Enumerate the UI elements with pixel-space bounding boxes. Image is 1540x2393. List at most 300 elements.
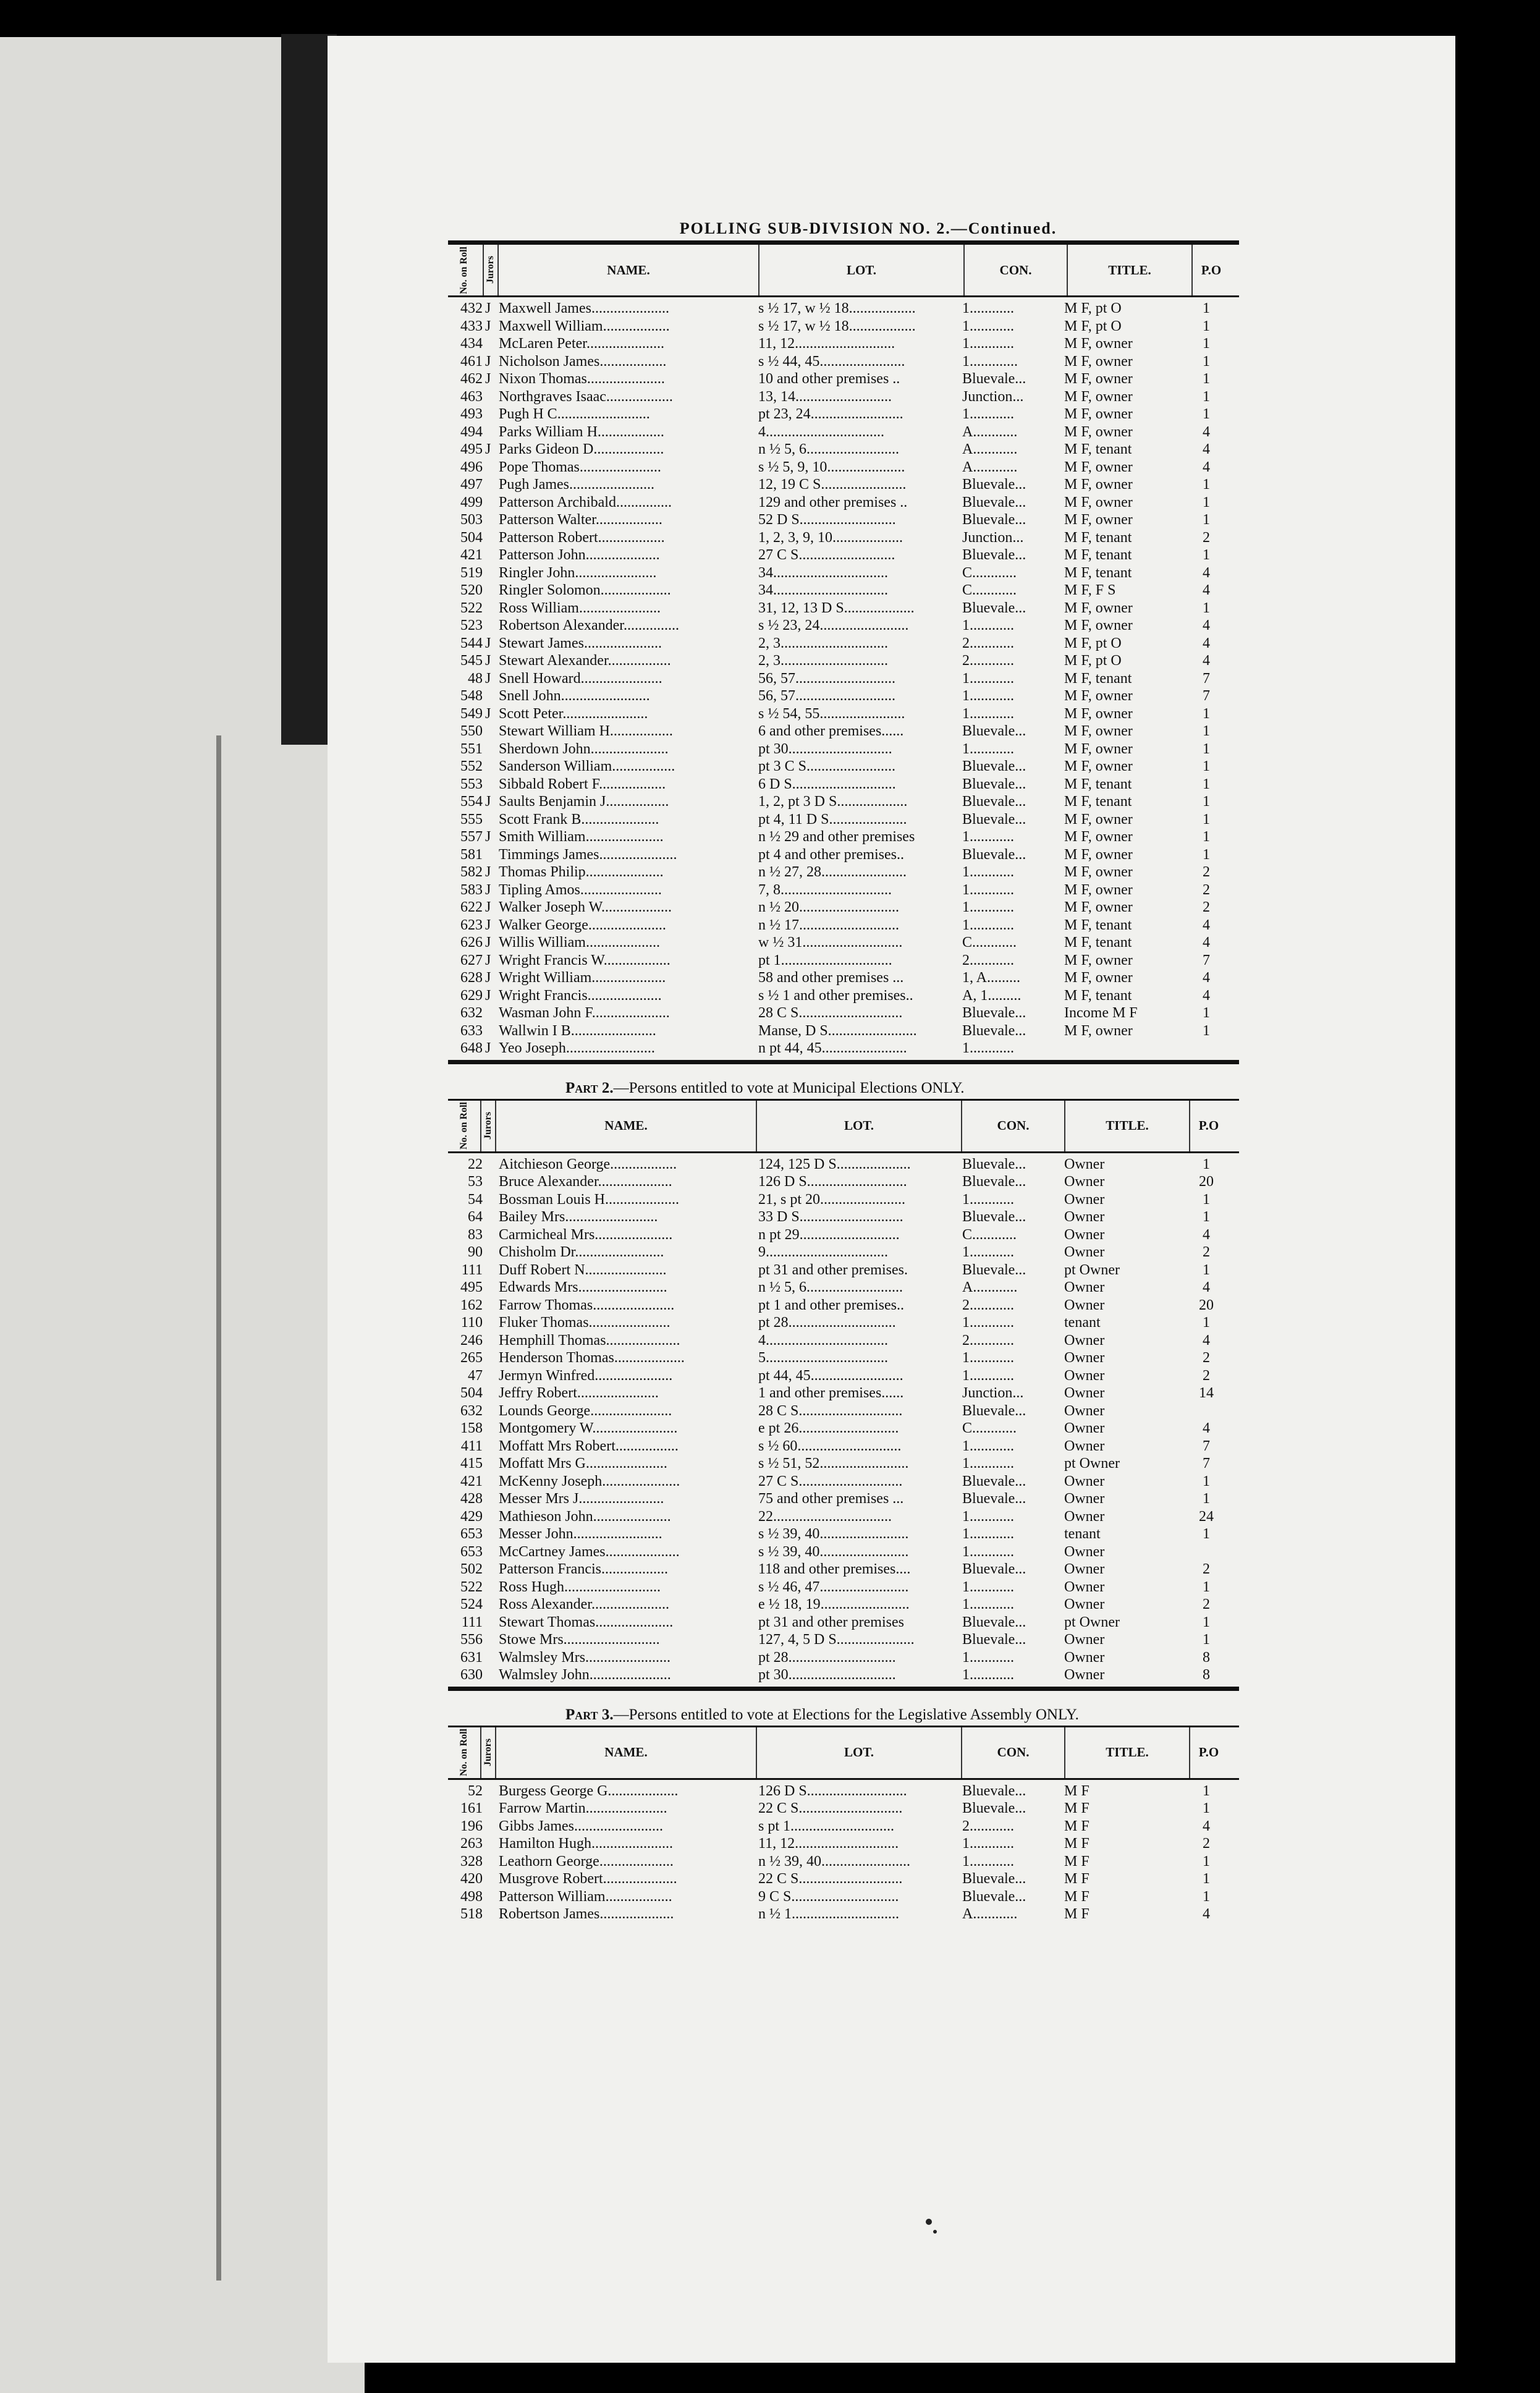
title-cell: Owner: [1064, 1209, 1105, 1225]
title-cell: Owner: [1064, 1402, 1105, 1419]
con-cell: 1............: [962, 864, 1014, 880]
voter-name: Stewart Alexander.................: [499, 653, 671, 669]
table-row: [448, 722, 1239, 740]
title-cell: Owner: [1064, 1596, 1105, 1612]
voter-name: Hemphill Thomas....................: [499, 1332, 680, 1349]
title-cell: M F, tenant: [1064, 794, 1132, 810]
con-cell: 1, A.........: [962, 970, 1021, 986]
roll-number: 545: [460, 653, 483, 669]
lot-cell: s ½ 54, 55.......................: [758, 705, 905, 722]
roll-number: 554: [460, 794, 483, 810]
con-cell: C............: [962, 1226, 1017, 1243]
lot-cell: s ½ 39, 40........................: [758, 1526, 909, 1542]
con-cell: 1............: [962, 1508, 1014, 1525]
title-cell: Owner: [1064, 1578, 1105, 1595]
table-row: [448, 459, 1239, 476]
title-cell: Owner: [1064, 1561, 1105, 1577]
title-cell: pt Owner: [1064, 1614, 1120, 1630]
voter-name: Ross Alexander.....................: [499, 1596, 669, 1612]
table-row: [448, 1835, 1239, 1853]
roll-number: 628: [460, 970, 483, 986]
juror-mark: J: [485, 318, 491, 334]
table-row: [448, 1402, 1239, 1420]
roll-number: 411: [460, 1438, 483, 1454]
lot-cell: 34...............................: [758, 564, 888, 581]
con-cell: A............: [962, 1279, 1018, 1295]
title-cell: Owner: [1064, 1244, 1105, 1260]
lot-cell: pt 4, 11 D S.....................: [758, 811, 907, 828]
table-row: [448, 1473, 1239, 1491]
juror-mark: [485, 740, 499, 758]
title-cell: M F: [1064, 1906, 1089, 1922]
title-cell: M F, owner: [1064, 1022, 1133, 1039]
lot-cell: 22................................: [758, 1508, 892, 1525]
juror-mark: J: [485, 917, 491, 933]
po-cell: 1: [1203, 300, 1210, 316]
voter-name: Patterson Francis..................: [499, 1561, 668, 1577]
title-cell: M F: [1064, 1836, 1089, 1852]
po-cell: 2: [1203, 1367, 1210, 1384]
po-cell: 1: [1203, 1315, 1210, 1331]
con-cell: A............: [962, 441, 1018, 457]
juror-mark: [485, 1022, 499, 1040]
part3-rows: [448, 1780, 1239, 1923]
roll-number: 548: [460, 688, 483, 704]
lot-cell: n ½ 5, 6.........................: [758, 441, 899, 457]
po-cell: 1: [1203, 1156, 1210, 1172]
table-row: [448, 828, 1239, 846]
con-cell: C............: [962, 934, 1017, 951]
roll-number: 502: [460, 1561, 483, 1577]
po-cell: 2: [1203, 1244, 1210, 1260]
voter-name: Smith William.....................: [499, 829, 664, 845]
table-row: [448, 599, 1239, 617]
title-cell: Owner: [1064, 1191, 1105, 1208]
table-row: [448, 776, 1239, 794]
header-name: NAME.: [499, 245, 759, 295]
lot-cell: 5.................................: [758, 1350, 888, 1366]
po-cell: 4: [1203, 459, 1210, 475]
header3-jurors: [481, 1727, 496, 1778]
part3-label: Part 3.: [565, 1706, 614, 1723]
table-row: [448, 1022, 1239, 1040]
voter-name: Saults Benjamin J.................: [499, 794, 669, 810]
table-row: [448, 899, 1239, 917]
table-row: [448, 740, 1239, 758]
po-cell: 4: [1203, 917, 1210, 933]
con-cell: 1............: [962, 688, 1014, 704]
con-cell: 1............: [962, 1667, 1014, 1683]
table-row: [448, 335, 1239, 353]
title-cell: Owner: [1064, 1667, 1105, 1683]
title-cell: M F, owner: [1064, 459, 1133, 475]
header2-jurors: [481, 1101, 496, 1151]
title-cell: Owner: [1064, 1649, 1105, 1666]
roll-number: 627: [460, 952, 483, 968]
lot-cell: 6 D S............................: [758, 776, 896, 792]
lot-cell: 10 and other premises ..: [758, 371, 900, 387]
title-cell: M F, owner: [1064, 353, 1133, 370]
lot-cell: s ½ 5, 9, 10.....................: [758, 459, 905, 475]
part3-heading: [565, 1705, 1239, 1726]
po-cell: 1: [1203, 599, 1210, 616]
roll-number: 498: [460, 1888, 483, 1905]
voter-name: Montgomery W.......................: [499, 1420, 678, 1436]
table-row: [448, 1367, 1239, 1385]
con-cell: Bluevale...: [962, 1888, 1026, 1905]
con-cell: Bluevale...: [962, 1402, 1026, 1419]
juror-mark: J: [485, 899, 491, 915]
part2-end-rule: [448, 1687, 1239, 1691]
part1-end-rule: [448, 1060, 1239, 1064]
roll-number: 626: [460, 934, 483, 951]
lot-cell: 6 and other premises......: [758, 723, 904, 739]
roll-number: 421: [460, 1473, 483, 1489]
voter-name: Edwards Mrs........................: [499, 1279, 667, 1295]
juror-mark: [485, 1561, 499, 1578]
table-row: [448, 1870, 1239, 1888]
table-row: [448, 405, 1239, 423]
con-cell: Bluevale...: [962, 1491, 1026, 1507]
title-cell: Owner: [1064, 1508, 1105, 1525]
title-cell: Owner: [1064, 1174, 1105, 1190]
roll-number: 519: [460, 564, 483, 581]
table-row: [448, 1561, 1239, 1578]
con-cell: 1............: [962, 1649, 1014, 1666]
lot-cell: n ½ 17...........................: [758, 917, 899, 933]
juror-mark: J: [485, 371, 491, 387]
header2-con: CON.: [962, 1101, 1065, 1151]
po-cell: 4: [1203, 1226, 1210, 1243]
table-row: [448, 1384, 1239, 1402]
table-row: [448, 388, 1239, 406]
voter-name: Wright Francis W..................: [499, 952, 671, 968]
con-cell: 1............: [962, 406, 1014, 422]
po-cell: 1: [1203, 705, 1210, 722]
lot-cell: 33 D S............................: [758, 1209, 903, 1225]
po-cell: 4: [1203, 1332, 1210, 1349]
voter-name: Mathieson John.....................: [499, 1508, 671, 1525]
roll-number: 162: [460, 1297, 483, 1313]
po-cell: 1: [1203, 1005, 1210, 1021]
table-row: [448, 969, 1239, 987]
roll-number: 495: [460, 441, 483, 457]
po-cell: 4: [1203, 987, 1210, 1004]
title-cell: M F, owner: [1064, 881, 1133, 898]
roll-number: 522: [460, 599, 483, 616]
juror-mark: [485, 1473, 499, 1491]
roll-number: 522: [460, 1578, 483, 1595]
po-cell: 1: [1203, 406, 1210, 422]
table-row: [448, 1853, 1239, 1871]
table-row: [448, 670, 1239, 688]
roll-number: 556: [460, 1632, 483, 1648]
lot-cell: 52 D S..........................: [758, 512, 896, 528]
lot-cell: s ½ 46, 47........................: [758, 1578, 909, 1595]
juror-mark: [485, 1243, 499, 1261]
roll-number: 432: [460, 300, 483, 316]
title-cell: M F: [1064, 1871, 1089, 1887]
con-cell: Bluevale...: [962, 1800, 1026, 1816]
roll-number: 493: [460, 406, 483, 422]
roll-number: 524: [460, 1596, 483, 1612]
po-cell: 1: [1203, 318, 1210, 334]
voter-name: Sherdown John.....................: [499, 740, 669, 757]
table-row: [448, 318, 1239, 336]
juror-mark: [485, 811, 499, 829]
roll-number: 648: [460, 1040, 483, 1056]
roll-number: 631: [460, 1649, 483, 1666]
po-cell: [1188, 1402, 1225, 1420]
con-cell: Bluevale...: [962, 1473, 1026, 1489]
po-cell: [1188, 1040, 1225, 1057]
po-cell: 1: [1203, 1800, 1210, 1816]
title-cell: M F, tenant: [1064, 917, 1132, 933]
con-cell: Bluevale...: [962, 476, 1026, 493]
roll-number: 328: [460, 1853, 483, 1870]
roll-number: 503: [460, 512, 483, 528]
roll-number: 265: [460, 1350, 483, 1366]
table-row: [448, 1004, 1239, 1022]
con-cell: 1............: [962, 1191, 1014, 1208]
juror-mark: [485, 776, 499, 794]
table-row: [448, 1490, 1239, 1508]
roll-number: 523: [460, 617, 483, 633]
table-row: [448, 687, 1239, 705]
voter-name: Bruce Alexander....................: [499, 1174, 672, 1190]
voter-name: Patterson William..................: [499, 1888, 672, 1905]
po-cell: 1: [1203, 1526, 1210, 1542]
voter-name: Messer Mrs J.......................: [499, 1491, 664, 1507]
title-cell: tenant: [1064, 1526, 1101, 1542]
con-cell: Bluevale...: [962, 1005, 1026, 1021]
roll-number: 421: [460, 547, 483, 563]
juror-mark: [485, 846, 499, 864]
voter-name: Patterson Robert..................: [499, 529, 665, 546]
juror-mark: [485, 1818, 499, 1836]
table-row: [448, 423, 1239, 441]
po-cell: 20: [1199, 1174, 1214, 1190]
con-cell: A............: [962, 423, 1018, 440]
con-cell: 2............: [962, 653, 1014, 669]
header-jurors-label: Jurors: [485, 256, 496, 284]
roll-number: 110: [460, 1315, 483, 1331]
juror-mark: [485, 1420, 499, 1438]
title-cell: M F: [1064, 1782, 1089, 1799]
voter-name: Carmicheal Mrs.....................: [499, 1226, 673, 1243]
voter-name: Jermyn Winfred.....................: [499, 1367, 673, 1384]
con-cell: Bluevale...: [962, 846, 1026, 863]
juror-mark: [485, 758, 499, 776]
con-cell: Junction...: [962, 388, 1024, 405]
roll-number: 47: [468, 1367, 483, 1384]
voter-name: Messer John........................: [499, 1526, 662, 1542]
po-cell: 2: [1203, 1596, 1210, 1612]
con-cell: A............: [962, 1906, 1018, 1922]
part2-text: —Persons entitled to vote at Municipal Elections ONLY.: [613, 1079, 965, 1096]
header3-po: P.O: [1198, 1745, 1219, 1760]
con-cell: Bluevale...: [962, 1174, 1026, 1190]
lot-cell: s ½ 60............................: [758, 1438, 902, 1454]
po-cell: 14: [1199, 1385, 1214, 1401]
table-row: [448, 441, 1239, 459]
juror-mark: [485, 1173, 499, 1191]
table-row: [448, 846, 1239, 864]
juror-mark: [485, 1835, 499, 1853]
voter-name: Scott Frank B.....................: [499, 811, 659, 828]
po-cell: 2: [1203, 864, 1210, 880]
table-row: [448, 1455, 1239, 1473]
table-row: [448, 793, 1239, 811]
header-con: CON.: [965, 245, 1068, 295]
voter-name: Nixon Thomas.....................: [499, 371, 665, 387]
roll-number: 499: [460, 494, 483, 510]
lot-cell: pt 31 and other premises.: [758, 1261, 908, 1278]
lot-cell: pt 4 and other premises..: [758, 846, 904, 863]
title-cell: [1064, 1040, 1188, 1057]
po-cell: 4: [1203, 441, 1210, 457]
lot-cell: 31, 12, 13 D S...................: [758, 599, 915, 616]
juror-mark: [485, 1614, 499, 1632]
header3-con: CON.: [962, 1727, 1065, 1778]
title-cell: M F, owner: [1064, 423, 1133, 440]
table-row: [448, 863, 1239, 881]
con-cell: 1............: [962, 300, 1014, 316]
juror-mark: [485, 1578, 499, 1596]
juror-mark: [485, 1297, 499, 1315]
po-cell: 24: [1199, 1508, 1214, 1525]
roll-number: 549: [460, 705, 483, 722]
po-cell: 4: [1203, 970, 1210, 986]
title-cell: M F, owner: [1064, 512, 1133, 528]
roll-number: 433: [460, 318, 483, 334]
lot-cell: 28 C S............................: [758, 1402, 903, 1419]
title-cell: M F, owner: [1064, 494, 1133, 510]
voter-name: Tipling Amos......................: [499, 881, 662, 898]
juror-mark: [485, 459, 499, 476]
voter-name: Patterson Archibald...............: [499, 494, 672, 510]
po-cell: 1: [1203, 1473, 1210, 1489]
table-row: [448, 1314, 1239, 1332]
roll-number: 504: [460, 529, 483, 546]
juror-mark: [485, 1596, 499, 1614]
lot-cell: s pt 1............................: [758, 1818, 895, 1834]
juror-mark: J: [485, 705, 491, 722]
po-cell: 1: [1203, 829, 1210, 845]
part1-header: [448, 245, 1239, 297]
table-row: [448, 529, 1239, 547]
roll-number: 415: [460, 1455, 483, 1472]
roll-number: 263: [460, 1836, 483, 1852]
title-cell: M F, tenant: [1064, 987, 1132, 1004]
juror-mark: J: [485, 670, 491, 687]
roll-number: 557: [460, 829, 483, 845]
table-row: [448, 564, 1239, 582]
header2-no-roll: [448, 1101, 481, 1151]
po-cell: 1: [1203, 1191, 1210, 1208]
voter-name: Scott Peter.......................: [499, 705, 648, 722]
table-row: [448, 1332, 1239, 1350]
con-cell: 1............: [962, 336, 1014, 352]
part3-text: —Persons entitled to vote at Elections for the Legislative Assembly ONLY.: [613, 1706, 1079, 1723]
con-cell: 1............: [962, 1040, 1014, 1056]
roll-number: 83: [468, 1226, 483, 1243]
voter-name: Northgraves Isaac..................: [499, 388, 673, 405]
lot-cell: n ½ 20...........................: [758, 899, 899, 915]
table-row: [448, 1543, 1239, 1561]
juror-mark: J: [485, 300, 491, 316]
roll-number: 504: [460, 1385, 483, 1401]
po-cell: 8: [1203, 1667, 1210, 1683]
con-cell: 1............: [962, 1543, 1014, 1560]
roll-number: 623: [460, 917, 483, 933]
table-row: [448, 1818, 1239, 1836]
header3-lot: LOT.: [757, 1727, 962, 1778]
title-cell: Owner: [1064, 1420, 1105, 1436]
roll-number: 111: [461, 1614, 483, 1630]
roll-number: 518: [460, 1906, 483, 1922]
con-cell: Bluevale...: [962, 547, 1026, 563]
juror-mark: [485, 1800, 499, 1818]
voter-name: Walmsley John......................: [499, 1667, 671, 1683]
con-cell: Bluevale...: [962, 494, 1026, 510]
voter-name: Leathorn George....................: [499, 1853, 674, 1870]
voter-name: Willis William....................: [499, 934, 660, 951]
title-cell: M F, pt O: [1064, 635, 1122, 651]
header2-po: P.O: [1198, 1118, 1219, 1133]
po-cell: 1: [1203, 1782, 1210, 1799]
voter-name: Duff Robert N......................: [499, 1261, 667, 1278]
juror-mark: [485, 1332, 499, 1350]
part1-rows: [448, 297, 1239, 1057]
part2-rows: [448, 1153, 1239, 1684]
title-cell: M F, owner: [1064, 811, 1133, 828]
juror-mark: [485, 1191, 499, 1209]
title-cell: M F, tenant: [1064, 670, 1132, 687]
table-row: [448, 494, 1239, 512]
con-cell: 1............: [962, 670, 1014, 687]
roll-number: 53: [468, 1174, 483, 1190]
roll-number: 434: [460, 336, 483, 352]
voter-name: Musgrove Robert....................: [499, 1871, 677, 1887]
po-cell: 7: [1203, 952, 1210, 968]
roll-number: 463: [460, 388, 483, 405]
roll-number: 583: [460, 881, 483, 898]
lot-cell: pt 31 and other premises: [758, 1614, 904, 1630]
lot-cell: n ½ 29 and other premises: [758, 829, 915, 845]
con-cell: 1.............: [962, 353, 1018, 370]
table-row: [448, 1525, 1239, 1543]
po-cell: 1: [1203, 1209, 1210, 1225]
con-cell: C............: [962, 1420, 1017, 1436]
lot-cell: e ½ 18, 19........................: [758, 1596, 910, 1612]
header-lot: LOT.: [759, 245, 965, 295]
title-cell: pt Owner: [1064, 1261, 1120, 1278]
voter-name: Farrow Martin......................: [499, 1800, 667, 1816]
voter-name: Patterson John....................: [499, 547, 660, 563]
po-cell: 2: [1203, 1836, 1210, 1852]
juror-mark: J: [485, 441, 491, 457]
con-cell: 1............: [962, 1455, 1014, 1472]
con-cell: Bluevale...: [962, 1782, 1026, 1799]
po-cell: 1: [1203, 476, 1210, 493]
roll-number: 462: [460, 371, 483, 387]
voter-name: Aitchieson George..................: [499, 1156, 677, 1172]
table-row: [448, 1666, 1239, 1684]
header-title: TITLE.: [1068, 245, 1193, 295]
voter-name: Snell John........................: [499, 688, 650, 704]
con-cell: Bluevale...: [962, 1022, 1026, 1039]
